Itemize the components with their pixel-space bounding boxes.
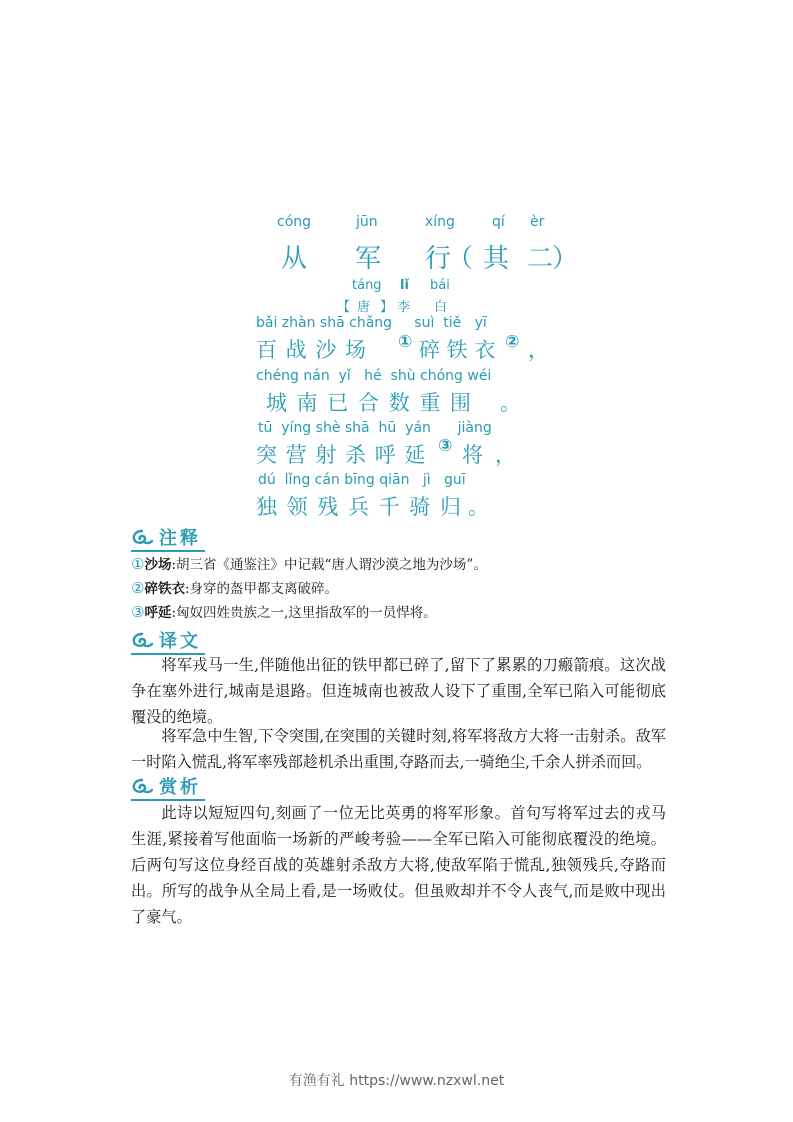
translation-paragraph: 将军急中生智,下令突围,在突围的关键时刻,将军将敌方大将一击射杀。敌军一时陷入慌乱,将军率残部趁机杀出重围,夺路而去,一骑绝尘,千余人拼杀而回。 bbox=[131, 727, 666, 771]
section-heading-label: 赏析 bbox=[159, 777, 201, 798]
swirl-icon bbox=[131, 631, 153, 649]
swirl-icon bbox=[131, 777, 153, 795]
section-heading-label: 注释 bbox=[159, 528, 201, 549]
line-pinyin: tū yíng shè shā hū yán jiàng bbox=[258, 420, 492, 436]
author-name: 白 bbox=[434, 300, 448, 315]
note-text: 匈奴四姓贵族之一,这里指敌军的一员悍将。 bbox=[176, 605, 437, 621]
dynasty-bracket-open: 【 bbox=[337, 300, 351, 315]
footnote-marker: ③ bbox=[438, 436, 453, 456]
author-pinyin: táng bbox=[352, 278, 382, 293]
author-pinyin: bái bbox=[430, 278, 450, 293]
line-punct: ， bbox=[528, 338, 549, 362]
note-term: 碎铁衣 bbox=[144, 581, 185, 597]
title-char: 其 bbox=[483, 244, 510, 274]
author-dynasty: 唐 bbox=[357, 300, 371, 315]
swirl-icon bbox=[131, 528, 153, 546]
line-text: 城 南 已 合 数 重 围 bbox=[266, 391, 472, 415]
title-char: ） bbox=[552, 244, 579, 274]
section-heading-appreciation bbox=[131, 773, 205, 801]
note-term: 呼延 bbox=[144, 605, 172, 621]
author-name: 李 bbox=[397, 300, 411, 315]
line-pinyin: chéng nán yǐ hé shù chóng wéi bbox=[256, 368, 492, 384]
line-pinyin: bǎi zhàn shā chǎng suì tiě yī bbox=[256, 315, 487, 331]
title-pinyin-syllable: èr bbox=[530, 214, 545, 230]
title-pinyin-syllable: cóng bbox=[277, 214, 312, 230]
line-text: 百 战 沙 场 bbox=[256, 338, 367, 362]
note-number: ③ bbox=[131, 603, 145, 621]
note-term: 沙场 bbox=[144, 557, 172, 573]
title-char: 从 bbox=[281, 244, 308, 274]
title-pinyin-syllable: jūn bbox=[356, 214, 378, 230]
line-punct: 。 bbox=[500, 391, 521, 415]
section-heading-translation bbox=[131, 627, 205, 655]
note-item bbox=[131, 577, 338, 597]
section-heading-notes bbox=[131, 524, 205, 552]
title-char: 军 bbox=[355, 244, 382, 274]
note-number: ② bbox=[131, 579, 145, 597]
note-separator: : bbox=[171, 605, 177, 621]
line-text: 碎 铁 衣 bbox=[419, 338, 496, 362]
note-number: ① bbox=[131, 555, 145, 573]
line-punct: 。 bbox=[468, 495, 489, 519]
title-pinyin-syllable: qí bbox=[492, 214, 505, 230]
line-punct: ， bbox=[495, 443, 516, 467]
note-item bbox=[131, 553, 487, 573]
appreciation-paragraph: 此诗以短短四句,刻画了一位无比英勇的将军形象。首句写将军过去的戎马生涯,紧接着写他面临一场新的严峻考验——全军已陷入可能彻底覆没的绝境。后两句写这位身经百战的英雄射杀敌方大将,使敌军陷于慌乱,独领残兵,夺路而出。所写的战争从全局上看,是一场败仗。但虽败却并不令人丧气,而是败中现出了豪气。 bbox=[131, 804, 666, 926]
title-char: （ bbox=[447, 244, 474, 274]
footnote-marker: ② bbox=[505, 332, 520, 352]
note-separator: : bbox=[171, 557, 177, 573]
dynasty-bracket-close: 】 bbox=[380, 300, 394, 315]
title-char: 行 bbox=[425, 244, 452, 274]
line-text: 突 营 射 杀 呼 延 bbox=[256, 443, 426, 467]
note-separator: : bbox=[184, 581, 190, 597]
note-text: 胡三省《通鉴注》中记载“唐人谓沙漠之地为沙场”。 bbox=[176, 557, 487, 573]
line-text: 将 bbox=[462, 443, 483, 467]
title-pinyin-syllable: xíng bbox=[425, 214, 455, 230]
footnote-marker: ① bbox=[398, 332, 413, 352]
footer-watermark: 有渔有礼 https://www.nzxwl.net bbox=[288, 1073, 505, 1089]
title-char: 二 bbox=[527, 244, 554, 274]
section-heading-label: 译文 bbox=[159, 631, 201, 652]
line-pinyin: dú lǐng cán bīng qiān jì guī bbox=[258, 472, 466, 488]
translation-paragraph: 将军戎马一生,伴随他出征的铁甲都已碎了,留下了累累的刀瘢箭痕。这次战争在塞外进行,城南是退路。但连城南也被敌人设下了重围,全军已陷入可能彻底覆没的绝境。 bbox=[131, 656, 666, 726]
note-item bbox=[131, 601, 437, 621]
author-pinyin: lǐ bbox=[400, 278, 409, 293]
line-text: 独 领 残 兵 千 骑 归 bbox=[256, 495, 462, 519]
note-text: 身穿的盔甲都支离破碎。 bbox=[189, 581, 339, 597]
